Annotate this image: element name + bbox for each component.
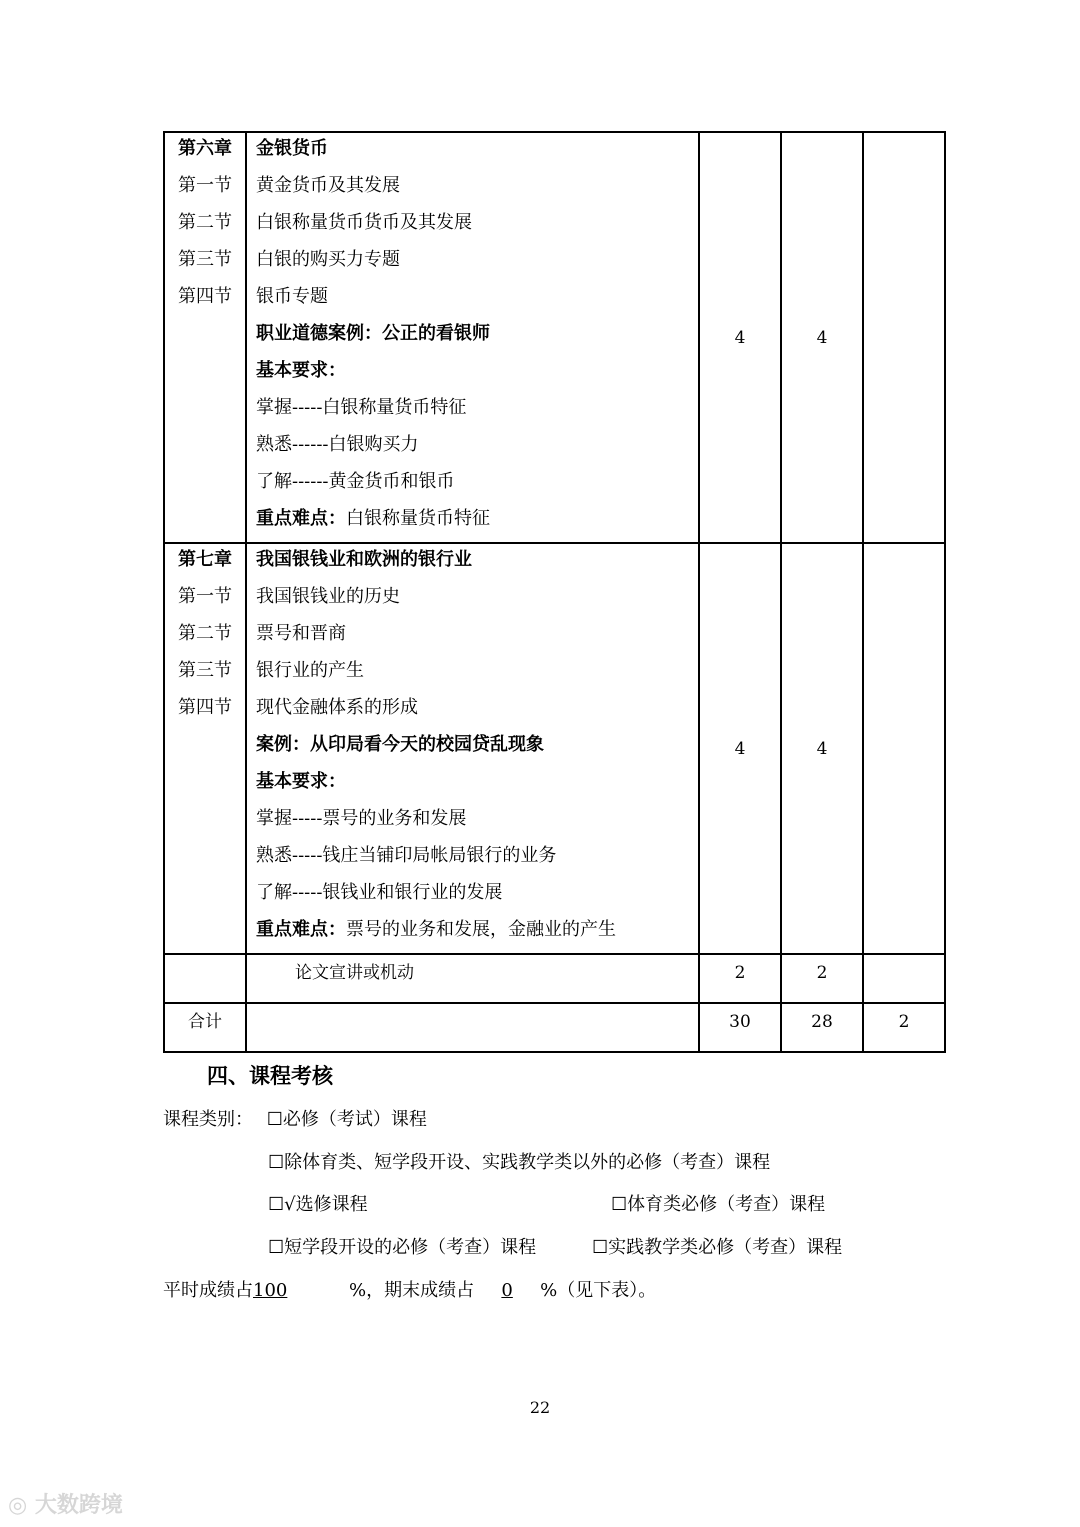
checkbox-elective[interactable]: ☐√选修课程 — [268, 1194, 368, 1215]
checkbox-icon: ☐ — [266, 1109, 283, 1130]
chapter-heading-cell — [164, 543, 246, 954]
hours-lecture: 4 — [781, 132, 863, 543]
empty-cell — [246, 1003, 699, 1052]
checkbox-icon: ☐ — [611, 1194, 628, 1215]
section-label: 第二节 — [178, 623, 232, 644]
content-line: 熟悉------白银购买力 — [256, 434, 419, 455]
checkbox-icon: ☐ — [268, 1237, 285, 1258]
checkbox-icon: ☐ — [268, 1152, 285, 1173]
hours-lecture: 4 — [781, 543, 863, 954]
key-difficulty-label: 重点难点： — [256, 508, 346, 529]
content-line: 票号和晋商 — [256, 623, 346, 644]
checkbox-pe-required[interactable]: ☐体育类必修（考查）课程 — [611, 1194, 826, 1215]
content-line: 了解------黄金货币和银币 — [256, 471, 455, 492]
section-label: 第二节 — [178, 212, 232, 233]
hours-total: 4 — [699, 543, 781, 954]
content-line: 案例：从印局看今天的校园贷乱现象 — [256, 734, 544, 755]
syllabus-table — [163, 131, 946, 1053]
chapter-title: 第六章 — [178, 138, 232, 159]
content-line: 银币专题 — [256, 286, 328, 307]
final-grade-percent: 0 — [501, 1280, 513, 1301]
page-number: 22 — [529, 1398, 551, 1417]
checkbox-required-exam[interactable]: ☐必修（考试）课程 — [266, 1109, 427, 1130]
hours-practice — [863, 132, 945, 543]
content-line: 了解-----银钱业和银行业的发展 — [256, 882, 503, 903]
hours-lecture: 2 — [781, 954, 863, 1003]
content-line: 掌握-----票号的业务和发展 — [256, 808, 467, 829]
content-line: 基本要求： — [256, 360, 346, 381]
watermark-logo — [8, 1488, 123, 1519]
grade-ratio-line: 平时成绩占100 %，期末成绩占 0 %（见下表）。 — [163, 1280, 657, 1301]
chapter-heading-cell — [164, 132, 246, 543]
empty-cell — [164, 954, 246, 1003]
section-label: 第四节 — [178, 286, 232, 307]
section-label: 第一节 — [178, 175, 232, 196]
checkbox-icon: ☐ — [592, 1237, 609, 1258]
regular-grade-percent: 100 — [253, 1280, 288, 1301]
content-line: 我国银钱业的历史 — [256, 586, 400, 607]
extra-label: 论文宣讲或机动 — [295, 963, 414, 983]
hours-practice — [863, 954, 945, 1003]
chapter-content-cell — [246, 543, 699, 954]
table-row — [164, 1003, 945, 1052]
hours-lecture: 28 — [781, 1003, 863, 1052]
key-difficulty-line — [247, 505, 698, 542]
content-line: 黄金货币及其发展 — [256, 175, 400, 196]
watermark-text: 大数跨境 — [34, 1493, 123, 1518]
content-line: 熟悉-----钱庄当铺印局帐局银行的业务 — [256, 845, 557, 866]
content-line: 现代金融体系的形成 — [256, 697, 418, 718]
total-label: 合计 — [164, 1003, 246, 1052]
hours-total: 2 — [699, 954, 781, 1003]
content-line: 掌握-----白银称量货币特征 — [256, 397, 467, 418]
chapter-content-cell — [246, 132, 699, 543]
section-label: 第一节 — [178, 586, 232, 607]
table-row — [164, 132, 945, 543]
chapter-title: 第七章 — [178, 549, 232, 570]
checkbox-short-term[interactable]: ☐短学段开设的必修（考查）课程 — [268, 1237, 537, 1258]
section-label: 第四节 — [178, 697, 232, 718]
hours-practice — [863, 543, 945, 954]
checkbox-practice-required[interactable]: ☐实践教学类必修（考查）课程 — [592, 1237, 843, 1258]
key-difficulty-text: 票号的业务和发展，金融业的产生 — [346, 919, 616, 940]
checkbox-required-check[interactable]: ☐除体育类、短学段开设、实践教学类以外的必修（考查）课程 — [268, 1152, 771, 1173]
key-difficulty-text: 白银称量货币特征 — [346, 508, 490, 529]
hours-total: 4 — [699, 132, 781, 543]
key-difficulty-label: 重点难点： — [256, 919, 346, 940]
section-label: 第三节 — [178, 660, 232, 681]
watermark-icon: ◎ — [8, 1493, 28, 1518]
hours-practice: 2 — [863, 1003, 945, 1052]
category-label: 课程类别： — [163, 1109, 253, 1130]
content-line: 职业道德案例：公正的看银师 — [256, 323, 490, 344]
course-category-row — [163, 1105, 427, 1131]
section-label: 第三节 — [178, 249, 232, 270]
content-line: 我国银钱业和欧洲的银行业 — [256, 549, 472, 570]
content-line: 银行业的产生 — [256, 660, 364, 681]
content-line: 金银货币 — [256, 138, 328, 159]
hours-total: 30 — [699, 1003, 781, 1052]
section-title: 四、课程考核 — [207, 1064, 333, 1088]
table-row — [164, 954, 945, 1003]
key-difficulty-line — [247, 916, 698, 953]
table-row — [164, 543, 945, 954]
checkbox-icon: ☐ — [268, 1194, 285, 1215]
content-line: 白银称量货币货币及其发展 — [256, 212, 472, 233]
content-line: 基本要求： — [256, 771, 346, 792]
content-line: 白银的购买力专题 — [256, 249, 400, 270]
extra-label-cell — [246, 954, 699, 1003]
